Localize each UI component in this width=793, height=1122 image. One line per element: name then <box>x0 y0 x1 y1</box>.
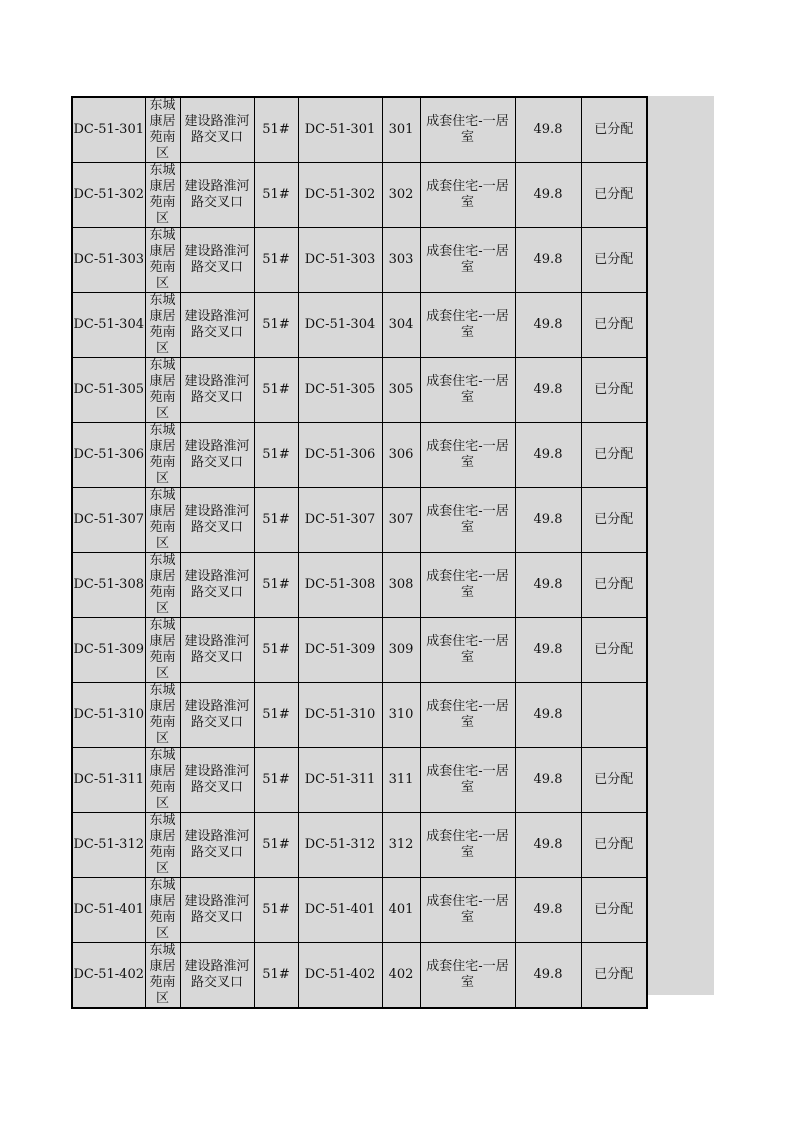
location-cell <box>180 618 254 683</box>
table-row <box>72 163 647 228</box>
community-cell-text: 东城康居苑南区 <box>149 748 176 811</box>
community-cell <box>145 553 180 618</box>
building-cell: 51# <box>254 683 298 748</box>
building-cell: 51# <box>254 618 298 683</box>
community-cell-text: 东城康居苑南区 <box>149 98 176 161</box>
community-cell <box>145 943 180 1009</box>
housing-type-cell-text: 成套住宅-一居室 <box>426 504 509 535</box>
unit-code-cell: DC-51-402 <box>298 943 382 1009</box>
table-row <box>72 813 647 878</box>
unit-code-cell: DC-51-308 <box>298 553 382 618</box>
room-number-cell: 312 <box>382 813 420 878</box>
floor-area-cell: 49.8 <box>515 618 581 683</box>
building-cell: 51# <box>254 553 298 618</box>
floor-area-cell: 49.8 <box>515 488 581 553</box>
room-number-cell: 311 <box>382 748 420 813</box>
community-cell <box>145 813 180 878</box>
community-cell <box>145 423 180 488</box>
location-cell-text: 建设路淮河路交叉口 <box>184 894 250 925</box>
housing-type-cell <box>420 293 515 358</box>
unit-id-cell: DC-51-310 <box>72 683 145 748</box>
housing-type-cell-text: 成套住宅-一居室 <box>426 894 509 925</box>
location-cell <box>180 748 254 813</box>
sheet-margin-panel <box>647 96 714 995</box>
unit-code-cell: DC-51-309 <box>298 618 382 683</box>
unit-code-cell: DC-51-310 <box>298 683 382 748</box>
location-cell <box>180 488 254 553</box>
allocation-status-cell: 已分配 <box>581 423 647 488</box>
housing-type-cell-text: 成套住宅-一居室 <box>426 439 509 470</box>
building-cell: 51# <box>254 943 298 1009</box>
location-cell <box>180 163 254 228</box>
building-cell: 51# <box>254 423 298 488</box>
housing-type-cell-text: 成套住宅-一居室 <box>426 959 509 990</box>
floor-area-cell: 49.8 <box>515 163 581 228</box>
allocation-status-cell: 已分配 <box>581 97 647 163</box>
table-row <box>72 293 647 358</box>
unit-code-cell: DC-51-301 <box>298 97 382 163</box>
housing-type-cell-text: 成套住宅-一居室 <box>426 699 509 730</box>
unit-code-cell: DC-51-401 <box>298 878 382 943</box>
housing-type-cell <box>420 358 515 423</box>
housing-type-cell-text: 成套住宅-一居室 <box>426 764 509 795</box>
housing-type-cell-text: 成套住宅-一居室 <box>426 179 509 210</box>
floor-area-cell: 49.8 <box>515 358 581 423</box>
building-cell: 51# <box>254 488 298 553</box>
unit-id-cell: DC-51-307 <box>72 488 145 553</box>
unit-code-cell: DC-51-305 <box>298 358 382 423</box>
unit-id-cell: DC-51-311 <box>72 748 145 813</box>
location-cell-text: 建设路淮河路交叉口 <box>184 374 250 405</box>
location-cell-text: 建设路淮河路交叉口 <box>184 959 250 990</box>
community-cell-text: 东城康居苑南区 <box>149 618 176 681</box>
floor-area-cell: 49.8 <box>515 683 581 748</box>
community-cell-text: 东城康居苑南区 <box>149 553 176 616</box>
housing-type-cell <box>420 228 515 293</box>
allocation-status-cell: 已分配 <box>581 813 647 878</box>
room-number-cell: 308 <box>382 553 420 618</box>
location-cell <box>180 293 254 358</box>
building-cell: 51# <box>254 97 298 163</box>
housing-type-cell-text: 成套住宅-一居室 <box>426 374 509 405</box>
table-row <box>72 878 647 943</box>
unit-id-cell: DC-51-305 <box>72 358 145 423</box>
building-cell: 51# <box>254 748 298 813</box>
community-cell <box>145 748 180 813</box>
room-number-cell: 302 <box>382 163 420 228</box>
allocation-status-cell: 已分配 <box>581 878 647 943</box>
housing-type-cell-text: 成套住宅-一居室 <box>426 634 509 665</box>
room-number-cell: 309 <box>382 618 420 683</box>
allocation-status-cell: 已分配 <box>581 748 647 813</box>
allocation-status-cell: 已分配 <box>581 618 647 683</box>
community-cell <box>145 618 180 683</box>
location-cell-text: 建设路淮河路交叉口 <box>184 309 250 340</box>
community-cell <box>145 683 180 748</box>
housing-type-cell <box>420 683 515 748</box>
housing-type-cell-text: 成套住宅-一居室 <box>426 309 509 340</box>
housing-type-cell <box>420 748 515 813</box>
location-cell-text: 建设路淮河路交叉口 <box>184 504 250 535</box>
community-cell <box>145 228 180 293</box>
housing-type-cell <box>420 553 515 618</box>
allocation-status-cell: 已分配 <box>581 943 647 1009</box>
unit-code-cell: DC-51-306 <box>298 423 382 488</box>
location-cell <box>180 878 254 943</box>
housing-type-cell-text: 成套住宅-一居室 <box>426 114 509 145</box>
room-number-cell: 306 <box>382 423 420 488</box>
allocation-status-cell: 已分配 <box>581 293 647 358</box>
location-cell-text: 建设路淮河路交叉口 <box>184 634 250 665</box>
allocation-status-cell <box>581 683 647 748</box>
unit-code-cell: DC-51-312 <box>298 813 382 878</box>
unit-id-cell: DC-51-402 <box>72 943 145 1009</box>
location-cell-text: 建设路淮河路交叉口 <box>184 569 250 600</box>
room-number-cell: 401 <box>382 878 420 943</box>
community-cell-text: 东城康居苑南区 <box>149 358 176 421</box>
location-cell <box>180 228 254 293</box>
unit-id-cell: DC-51-306 <box>72 423 145 488</box>
room-number-cell: 305 <box>382 358 420 423</box>
housing-allocation-table <box>71 96 648 1009</box>
location-cell <box>180 813 254 878</box>
building-cell: 51# <box>254 878 298 943</box>
floor-area-cell: 49.8 <box>515 748 581 813</box>
location-cell <box>180 553 254 618</box>
community-cell-text: 东城康居苑南区 <box>149 813 176 876</box>
unit-id-cell: DC-51-308 <box>72 553 145 618</box>
unit-code-cell: DC-51-302 <box>298 163 382 228</box>
room-number-cell: 307 <box>382 488 420 553</box>
floor-area-cell: 49.8 <box>515 553 581 618</box>
community-cell-text: 东城康居苑南区 <box>149 163 176 226</box>
community-cell <box>145 293 180 358</box>
unit-code-cell: DC-51-304 <box>298 293 382 358</box>
community-cell-text: 东城康居苑南区 <box>149 878 176 941</box>
location-cell-text: 建设路淮河路交叉口 <box>184 764 250 795</box>
housing-type-cell <box>420 488 515 553</box>
housing-type-cell-text: 成套住宅-一居室 <box>426 829 509 860</box>
location-cell <box>180 358 254 423</box>
floor-area-cell: 49.8 <box>515 813 581 878</box>
community-cell-text: 东城康居苑南区 <box>149 488 176 551</box>
floor-area-cell: 49.8 <box>515 293 581 358</box>
floor-area-cell: 49.8 <box>515 228 581 293</box>
unit-code-cell: DC-51-307 <box>298 488 382 553</box>
location-cell <box>180 943 254 1009</box>
unit-id-cell: DC-51-303 <box>72 228 145 293</box>
unit-id-cell: DC-51-309 <box>72 618 145 683</box>
housing-type-cell <box>420 618 515 683</box>
housing-type-cell-text: 成套住宅-一居室 <box>426 244 509 275</box>
table-row <box>72 97 647 163</box>
room-number-cell: 303 <box>382 228 420 293</box>
location-cell-text: 建设路淮河路交叉口 <box>184 699 250 730</box>
housing-type-cell <box>420 97 515 163</box>
table-row <box>72 553 647 618</box>
allocation-status-cell: 已分配 <box>581 228 647 293</box>
table-body <box>72 97 647 1008</box>
community-cell-text: 东城康居苑南区 <box>149 228 176 291</box>
floor-area-cell: 49.8 <box>515 423 581 488</box>
community-cell <box>145 878 180 943</box>
housing-type-cell <box>420 813 515 878</box>
unit-id-cell: DC-51-304 <box>72 293 145 358</box>
floor-area-cell: 49.8 <box>515 943 581 1009</box>
allocation-status-cell: 已分配 <box>581 553 647 618</box>
building-cell: 51# <box>254 813 298 878</box>
community-cell-text: 东城康居苑南区 <box>149 423 176 486</box>
table-row <box>72 683 647 748</box>
location-cell-text: 建设路淮河路交叉口 <box>184 829 250 860</box>
allocation-status-cell: 已分配 <box>581 163 647 228</box>
community-cell <box>145 97 180 163</box>
location-cell <box>180 97 254 163</box>
room-number-cell: 301 <box>382 97 420 163</box>
unit-code-cell: DC-51-311 <box>298 748 382 813</box>
housing-type-cell <box>420 423 515 488</box>
unit-id-cell: DC-51-301 <box>72 97 145 163</box>
table-row <box>72 228 647 293</box>
location-cell-text: 建设路淮河路交叉口 <box>184 439 250 470</box>
housing-type-cell <box>420 943 515 1009</box>
housing-type-cell-text: 成套住宅-一居室 <box>426 569 509 600</box>
table-row <box>72 423 647 488</box>
building-cell: 51# <box>254 293 298 358</box>
unit-id-cell: DC-51-401 <box>72 878 145 943</box>
unit-id-cell: DC-51-302 <box>72 163 145 228</box>
location-cell-text: 建设路淮河路交叉口 <box>184 244 250 275</box>
table-row <box>72 748 647 813</box>
community-cell-text: 东城康居苑南区 <box>149 293 176 356</box>
table-row <box>72 488 647 553</box>
building-cell: 51# <box>254 163 298 228</box>
table-row <box>72 358 647 423</box>
floor-area-cell: 49.8 <box>515 97 581 163</box>
unit-code-cell: DC-51-303 <box>298 228 382 293</box>
table-row <box>72 943 647 1009</box>
room-number-cell: 310 <box>382 683 420 748</box>
location-cell-text: 建设路淮河路交叉口 <box>184 114 250 145</box>
housing-type-cell <box>420 163 515 228</box>
room-number-cell: 304 <box>382 293 420 358</box>
location-cell <box>180 423 254 488</box>
community-cell <box>145 488 180 553</box>
housing-type-cell <box>420 878 515 943</box>
allocation-status-cell: 已分配 <box>581 488 647 553</box>
community-cell-text: 东城康居苑南区 <box>149 683 176 746</box>
unit-id-cell: DC-51-312 <box>72 813 145 878</box>
community-cell <box>145 358 180 423</box>
building-cell: 51# <box>254 228 298 293</box>
room-number-cell: 402 <box>382 943 420 1009</box>
building-cell: 51# <box>254 358 298 423</box>
location-cell-text: 建设路淮河路交叉口 <box>184 179 250 210</box>
floor-area-cell: 49.8 <box>515 878 581 943</box>
community-cell <box>145 163 180 228</box>
table-row <box>72 618 647 683</box>
community-cell-text: 东城康居苑南区 <box>149 943 176 1006</box>
allocation-status-cell: 已分配 <box>581 358 647 423</box>
location-cell <box>180 683 254 748</box>
